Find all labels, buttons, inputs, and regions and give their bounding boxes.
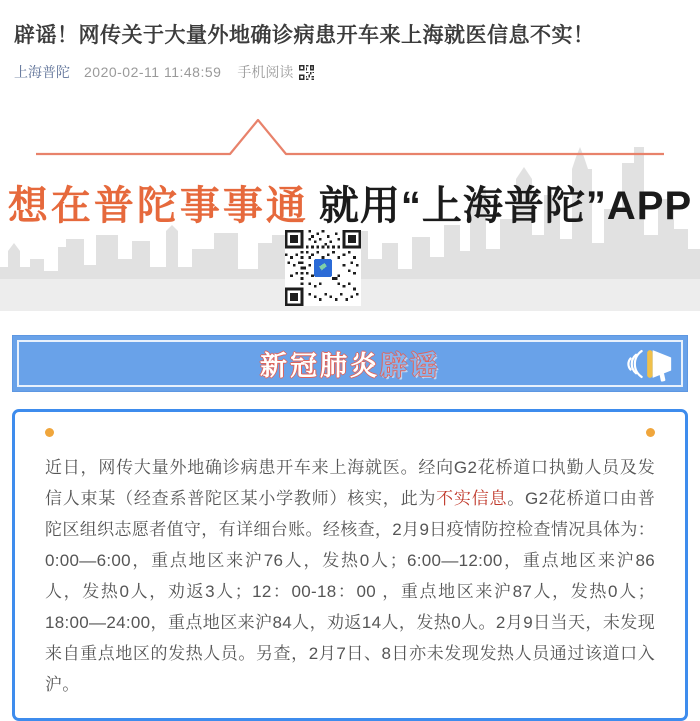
rumor-banner-title-part2: 辟谣 [380,351,440,382]
source-link[interactable]: 上海普陀 [14,64,70,81]
mobile-read-link[interactable]: 手机阅读 [237,64,294,81]
banner-slogan-orange: 想在普陀事事通 [7,184,309,229]
decorative-dot-left [45,428,54,437]
statement-highlight: 不实信息 [436,489,508,509]
statement-text [45,452,655,700]
banner-slogan-black: 就用“上海普陀”APP [318,184,693,229]
decorative-dot-right [646,428,655,437]
megaphone-icon [625,344,673,384]
pulse-line-graphic [0,110,700,166]
article-meta [0,49,700,82]
rumor-banner-title-part1: 新冠肺炎 [260,351,380,382]
rumor-banner-inner [17,340,683,387]
statement-text-before: 近日，网传大量外地确诊病患开车来上海就医。经向G2花桥道口执勤人员及发信人束某（经查系普陀区某小学教师）核实，此为 [45,458,655,509]
rumor-banner [12,335,688,392]
qr-code [285,230,361,306]
page-title: 辟谣！网传关于大量外地确诊病患开车来上海就医信息不实！ [14,24,595,47]
publish-datetime: 2020-02-11 11:48:59 [84,64,222,81]
promo-banner [0,104,700,311]
rumor-banner-title [260,344,440,383]
banner-slogan [0,174,700,231]
statement-text-after: 。G2花桥道口由普陀区组织志愿者值守，有详细台账。经核查，2月9日疫情防控检查情况具体为：0:00—6:00，重点地区来沪76人，发热0人；6:00—12:00，重点地区来沪86人，发热0人，劝返3人；12：00-18：00 ，重点地区来沪87人，发热0人；18:00—24:00，重点地区来沪84人，劝返14人，发热0人。2月9日当天，未发现来自重点地区的发热人员。另查，2月7日、8日亦未发现发热人员通过该道口入沪。 [45,489,655,695]
statement-box [12,409,688,721]
qr-code-icon[interactable] [299,65,314,80]
